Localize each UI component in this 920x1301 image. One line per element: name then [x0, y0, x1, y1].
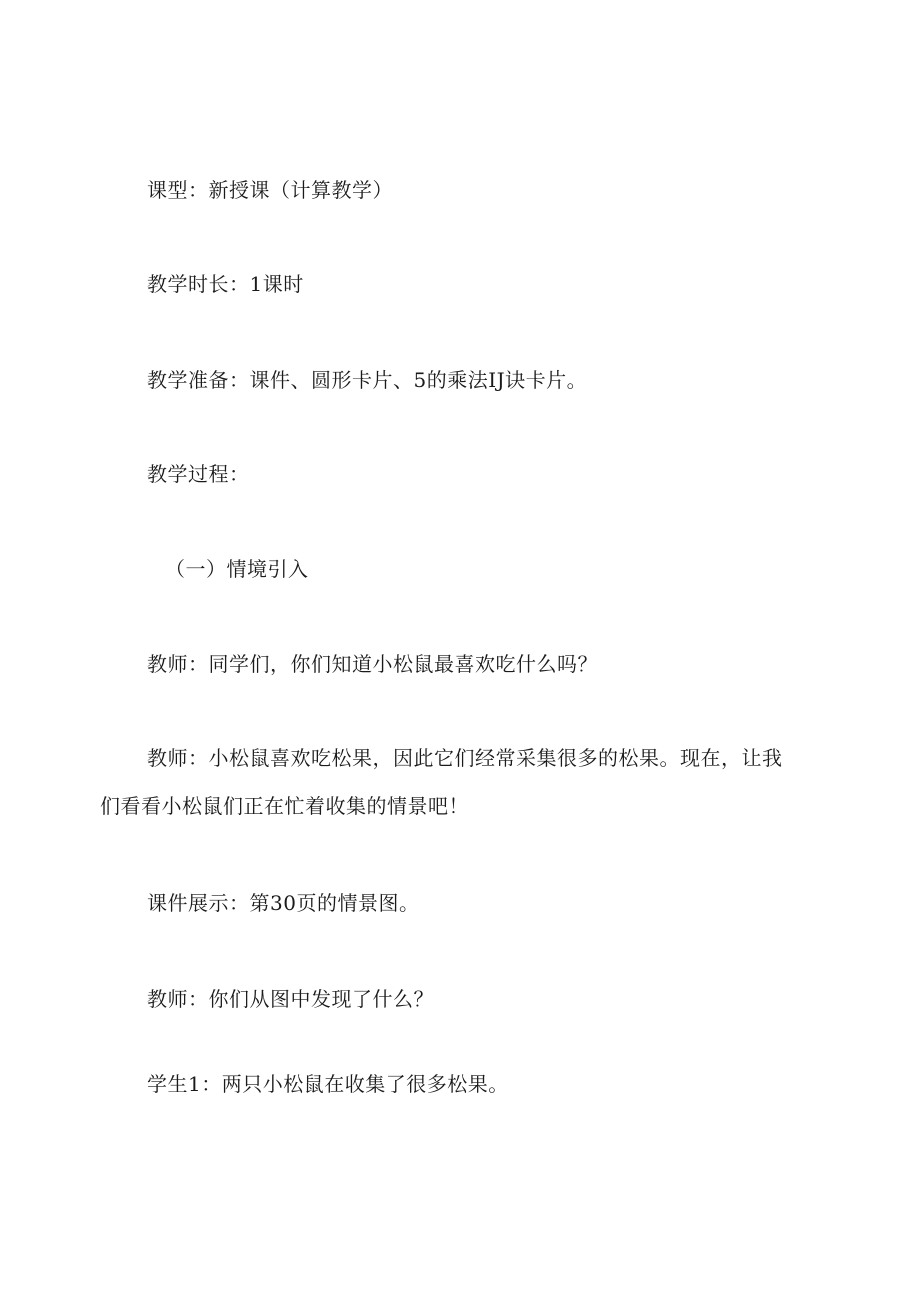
- lesson-type: 课型：新授课（计算教学）: [147, 178, 393, 202]
- section-heading-intro: （一）情境引入: [165, 557, 309, 581]
- teacher-question-2: 教师：你们从图中发现了什么？: [147, 987, 434, 1011]
- lesson-preparation: 教学准备：课件、圆形卡片、5的乘法IJ诀卡片。: [147, 368, 588, 392]
- student-answer-1: 学生1：两只小松鼠在收集了很多松果。: [147, 1072, 509, 1096]
- teacher-paragraph-line-2: 们看看小松鼠们正在忙着收集的情景吧！: [100, 794, 469, 818]
- lesson-process-heading: 教学过程：: [147, 462, 250, 486]
- courseware-display: 课件展示：第30页的情景图。: [147, 891, 420, 915]
- teacher-paragraph: [100, 734, 837, 830]
- teacher-paragraph-line-1: 教师：小松鼠喜欢吃松果，因此它们经常采集很多的松果。现在，让我: [147, 746, 783, 770]
- teacher-question: 教师：同学们，你们知道小松鼠最喜欢吃什么吗？: [147, 652, 598, 676]
- lesson-duration: 教学时长：1课时: [147, 272, 304, 296]
